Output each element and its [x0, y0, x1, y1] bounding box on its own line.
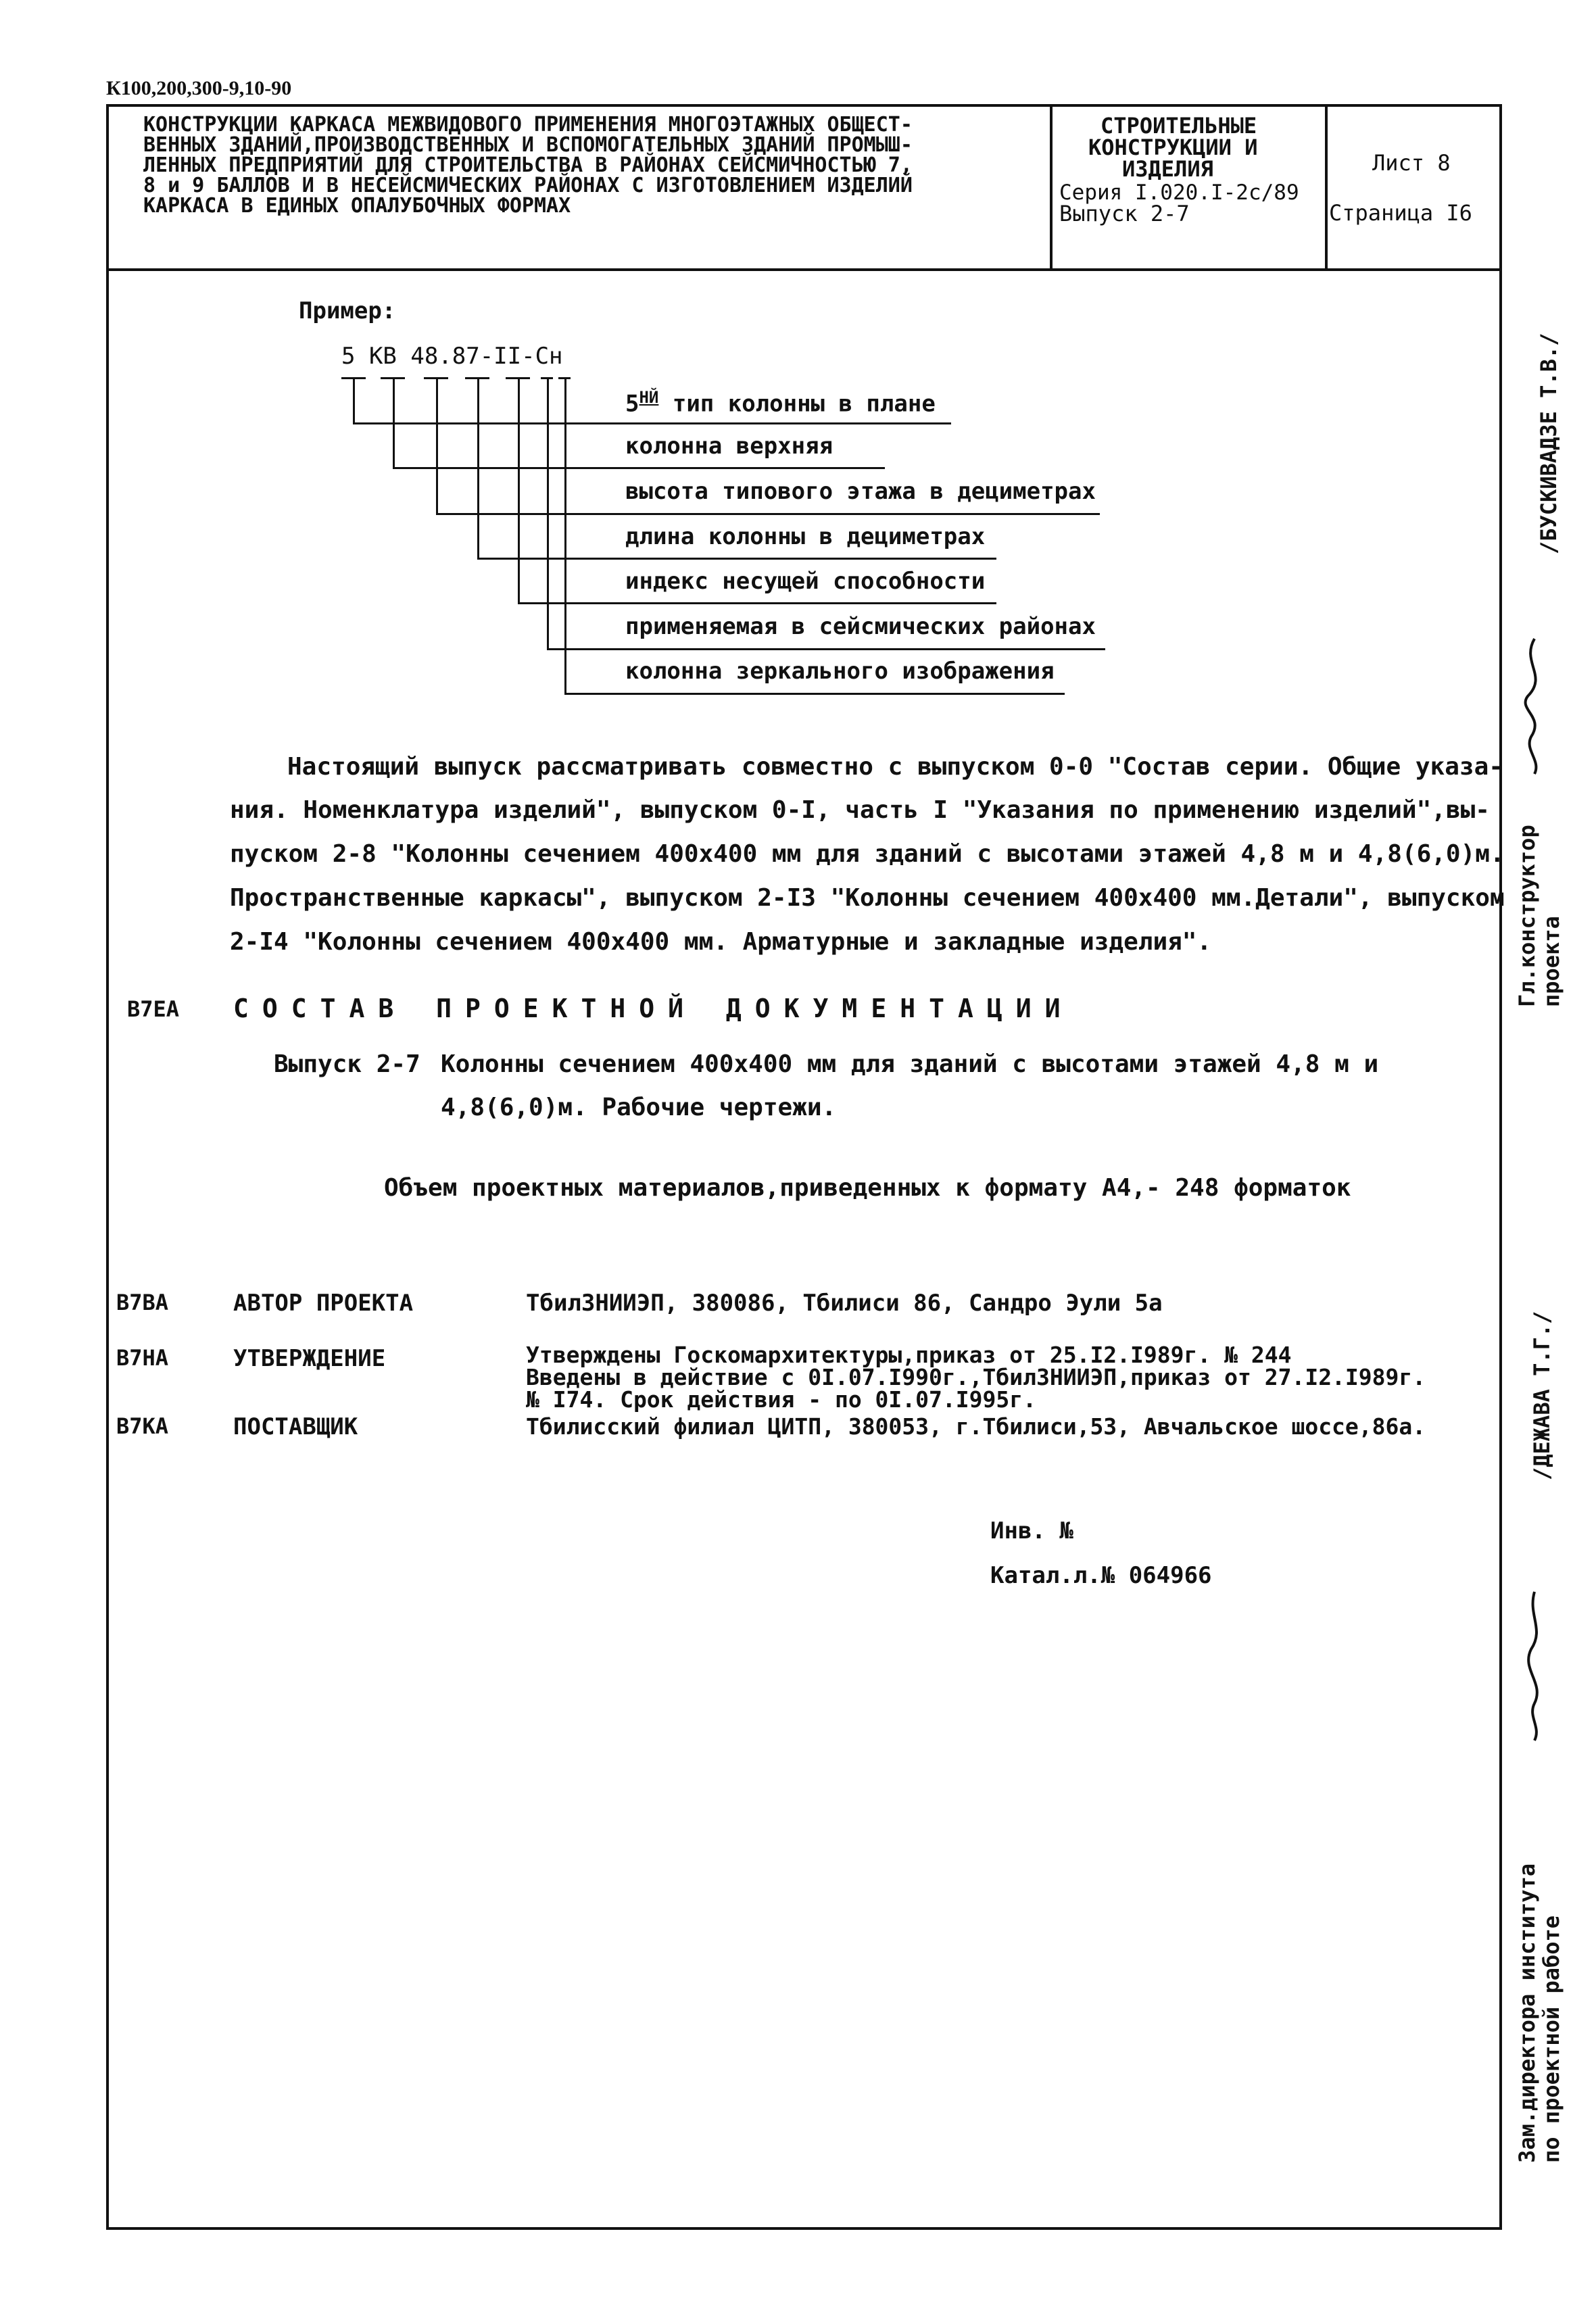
- diagram-leader: [393, 467, 885, 469]
- header-issue: Выпуск 2-7: [1059, 201, 1190, 226]
- composition-issue-line: Колонны сечением 400х400 мм для зданий с высотами этажей 4,8 м и: [441, 1050, 1379, 1078]
- signature-mark: [1514, 635, 1555, 777]
- header-category-line: ИЗДЕЛИЯ: [1122, 156, 1213, 182]
- row-label: УТВЕРЖДЕНИЕ: [233, 1345, 386, 1372]
- header-series: Серия I.020.I-2с/89: [1059, 180, 1299, 205]
- deputy-director-role-2: по проектной работе: [1539, 1915, 1564, 2163]
- row-value: Тбилисский филиал ЦИТП, 380053, г.Тбилиси,53, Авчальское шоссе,86а.: [526, 1413, 1426, 1440]
- header-category-line: КОНСТРУКЦИИ И: [1088, 135, 1258, 160]
- catalog-number: Катал.л.№ 064966: [990, 1562, 1212, 1589]
- signature-mark: [1514, 1588, 1555, 1744]
- row-value: № I74. Срок действия - по 0I.07.I995г.: [526, 1386, 1036, 1413]
- decode-label: применяемая в сейсмических районах: [625, 613, 1096, 640]
- header-title-line: КОНСТРУКЦИИ КАРКАСА МЕЖВИДОВОГО ПРИМЕНЕНИЯ МНОГОЭТАЖНЫХ ОБЩЕСТ-: [143, 113, 913, 137]
- inventory-number: Инв. №: [990, 1517, 1073, 1544]
- example-heading: Пример:: [299, 297, 396, 324]
- row-value: Утверждены Госкомархитектуры,приказ от 25.I2.I989г. № 244: [526, 1342, 1292, 1368]
- row-value: Введены в действие с 0I.07.I990г.,ТбилЗНИИЭП,приказ от 27.I2.I989г.: [526, 1364, 1426, 1390]
- decode-label: колонна зеркального изображения: [625, 658, 1055, 685]
- deputy-director-name: /ДЕЖАВА Т.Г./: [1529, 1311, 1555, 1480]
- decode-label: индекс несущей способности: [625, 568, 986, 595]
- header-divider: [106, 268, 1502, 271]
- row-label: АВТОР ПРОЕКТА: [233, 1290, 414, 1317]
- decode-label-type: $5^{НЙ}$ тип колонны в плане: [625, 388, 936, 418]
- decode-label: высота типового этажа в дециметрах: [625, 478, 1096, 505]
- diagram-stem: [353, 377, 355, 423]
- row-value: ТбилЗНИИЭП, 380086, Тбилиси 86, Сандро Эули 5а: [526, 1290, 1163, 1317]
- diagram-stem: [436, 377, 438, 514]
- row-code: В7КА: [116, 1413, 169, 1439]
- chief-designer-role: Гл.конструктор: [1514, 825, 1540, 1007]
- decode-label: длина колонны в дециметрах: [625, 523, 986, 550]
- paragraph-line: Пространственные каркасы", выпуском 2-I3 "Колонны сечением 400х400 мм.Детали", выпуском: [230, 884, 1505, 912]
- decode-label: колонна верхняя: [625, 433, 833, 460]
- composition-issue-label: Выпуск 2-7: [274, 1050, 420, 1078]
- header-column-divider-2: [1325, 104, 1328, 270]
- diagram-stem: [518, 377, 520, 603]
- diagram-leader: [564, 693, 1065, 695]
- diagram-leader: [477, 558, 996, 560]
- diagram-stem: [564, 377, 566, 693]
- document-code: К100,200,300-9,10-90: [106, 77, 292, 99]
- header-title-line: ЛЕННЫХ ПРЕДПРИЯТИЙ ДЛЯ СТРОИТЕЛЬСТВА В РАЙОНАХ СЕЙСМИЧНОСТЬЮ 7,: [143, 153, 913, 177]
- paragraph-line: 2-I4 "Колонны сечением 400х400 мм. Арматурные и закладные изделия".: [230, 928, 1212, 956]
- row-label: ПОСТАВЩИК: [233, 1413, 358, 1440]
- paragraph-line: пуском 2-8 "Колонны сечением 400х400 мм для зданий с высотами этажей 4,8 м и 4,8(6,0)м.: [230, 840, 1505, 868]
- volume-statement: Объем проектных материалов,приведенных к формату А4,- 248 форматок: [384, 1174, 1351, 1202]
- diagram-leader: [547, 648, 1105, 650]
- chief-designer-role-2: проекта: [1539, 916, 1564, 1007]
- paragraph-line: ния. Номенклатура изделий", выпуском 0-I, часть I "Указания по применению изделий",вы-: [230, 796, 1490, 824]
- example-code: 5 КВ 48.87-II-Сн: [341, 343, 563, 370]
- composition-heading: СОСТАВ ПРОЕКТНОЙ ДОКУМЕНТАЦИИ: [233, 994, 1074, 1023]
- page-number: Страница I6: [1329, 200, 1472, 226]
- diagram-leader: [436, 513, 1100, 515]
- sheet-number: Лист 8: [1372, 150, 1451, 176]
- header-title-line: 8 и 9 БАЛЛОВ И В НЕСЕЙСМИЧЕСКИХ РАЙОНАХ С ИЗГОТОВЛЕНИЕМ ИЗДЕЛИЙ: [143, 174, 913, 197]
- paragraph-line: Настоящий выпуск рассматривать совместно с выпуском 0-0 "Состав серии. Общие указа-: [287, 753, 1503, 781]
- composition-issue-line: 4,8(6,0)м. Рабочие чертежи.: [441, 1094, 837, 1121]
- deputy-director-role: Зам.директора института: [1514, 1863, 1540, 2163]
- header-category-line: СТРОИТЕЛЬНЫЕ: [1101, 113, 1257, 139]
- header-column-divider-1: [1050, 104, 1053, 270]
- diagram-leader: [518, 602, 996, 604]
- chief-designer-name: /БУСКИВАДЗЕ Т.В./: [1536, 333, 1562, 554]
- composition-code: В7ЕА: [127, 996, 180, 1022]
- diagram-leader: [353, 422, 951, 424]
- row-code: В7НА: [116, 1345, 169, 1371]
- header-title-line: ВЕННЫХ ЗДАНИЙ,ПРОИЗВОДСТВЕННЫХ И ВСПОМОГАТЕЛЬНЫХ ЗДАНИЙ ПРОМЫШ-: [143, 133, 913, 157]
- row-code: В7ВА: [116, 1290, 169, 1315]
- header-title-line: КАРКАСА В ЕДИНЫХ ОПАЛУБОЧНЫХ ФОРМАХ: [143, 194, 571, 218]
